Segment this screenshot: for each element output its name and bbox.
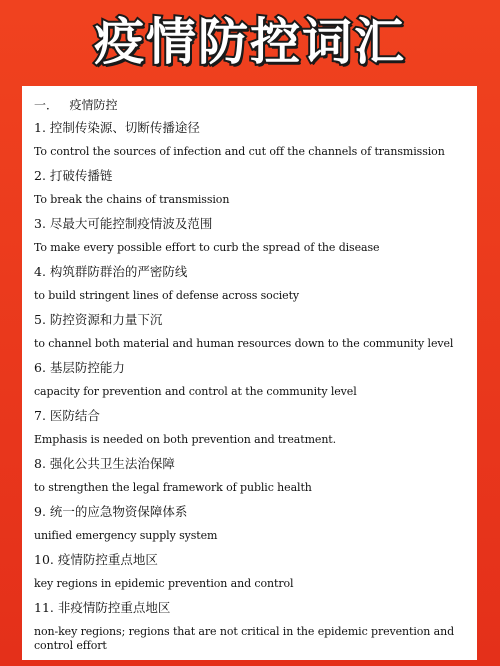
banner	[0, 0, 500, 84]
section-heading: 一． 疫情防控	[34, 98, 118, 112]
vocab-chinese: 7. 医防结合	[34, 408, 100, 423]
vocab-entry-10	[34, 548, 467, 596]
vocab-chinese: 5. 防控资源和力量下沉	[34, 312, 163, 327]
vocabulary-sheet	[22, 86, 477, 660]
vocab-english: to build stringent lines of defense across society	[34, 289, 300, 302]
vocab-entry-9	[34, 500, 467, 548]
vocab-entry-11	[34, 596, 467, 655]
vocab-english: To break the chains of transmission	[34, 193, 230, 206]
vocab-chinese: 11. 非疫情防控重点地区	[34, 600, 171, 615]
vocab-chinese: 3. 尽最大可能控制疫情波及范围	[34, 216, 213, 231]
vocab-english: Emphasis is needed on both prevention and treatment.	[34, 433, 337, 446]
vocab-chinese: 2. 打破传播链	[34, 168, 113, 183]
vocab-chinese: 6. 基层防控能力	[34, 360, 125, 375]
vocab-chinese: 4. 构筑群防群治的严密防线	[34, 264, 188, 279]
vocab-english: key regions in epidemic prevention and control	[34, 577, 294, 590]
vocab-entry-6	[34, 356, 467, 404]
vocab-entry-8	[34, 452, 467, 500]
vocab-entry-2	[34, 164, 467, 212]
vocab-entry-4	[34, 260, 467, 308]
vocab-entry-5	[34, 308, 467, 356]
vocab-english: to channel both material and human resources down to the community level	[34, 337, 454, 350]
page-title: 疫情防控词汇	[94, 13, 406, 71]
vocab-entry-7	[34, 404, 467, 452]
vocab-english: To control the sources of infection and cut off the channels of transmission	[34, 145, 445, 158]
vocab-english: unified emergency supply system	[34, 529, 218, 542]
vocab-entry-3	[34, 212, 467, 260]
vocab-chinese: 9. 统一的应急物资保障体系	[34, 504, 188, 519]
vocab-chinese: 1. 控制传染源、切断传播途径	[34, 120, 200, 135]
vocab-english: To make every possible effort to curb the spread of the disease	[34, 241, 380, 254]
vocab-english: non-key regions; regions that are not critical in the epidemic prevention and control effort	[34, 625, 455, 652]
vocab-chinese: 10. 疫情防控重点地区	[34, 552, 158, 567]
vocab-english: to strengthen the legal framework of public health	[34, 481, 312, 494]
vocab-chinese: 8. 强化公共卫生法治保障	[34, 456, 175, 471]
vocab-english: capacity for prevention and control at the community level	[34, 385, 357, 398]
vocab-entry-1	[34, 116, 467, 164]
